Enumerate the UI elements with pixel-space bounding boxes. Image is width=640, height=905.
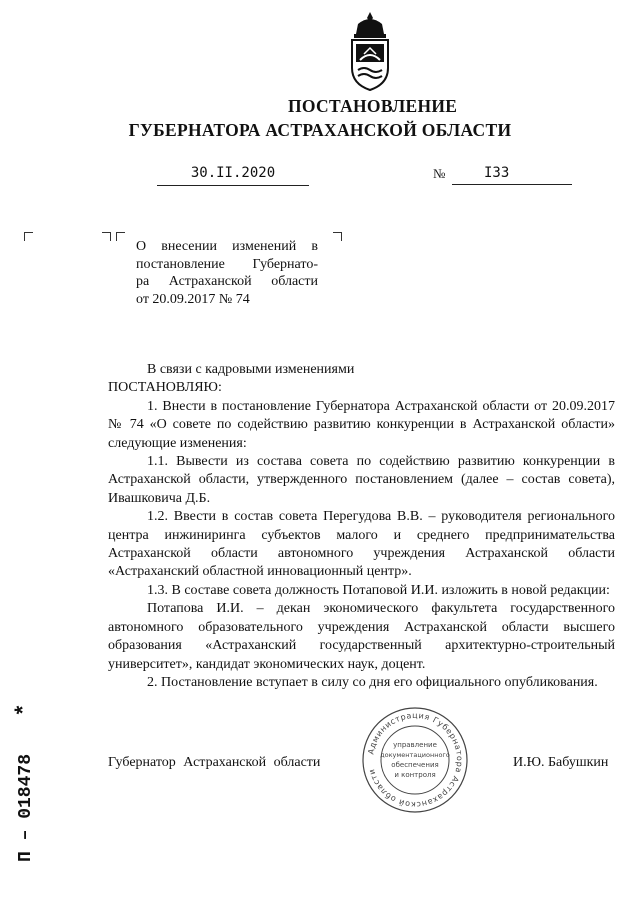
corner-mark	[116, 232, 125, 241]
document-date: 30.II.2020	[157, 165, 309, 186]
paragraph-1-3-text: Потапова И.И. – декан экономического факультета государственного автономного образовательного учреждения Астраханской области высшего образования «Астраханский государственный архитектурно-строительный университет», кандидат экономических наук, доцент.	[108, 601, 615, 672]
subject-line: ра Астраханской области	[136, 274, 318, 289]
svg-text:обеспечения: обеспечения	[391, 761, 439, 769]
paragraph-1-1: 1.1. Вывести из состава совета по содействию развитию конкуренции в Астраханской области, утвержденного постановлением (далее – состав совета), Ивашковича Д.Б.	[108, 454, 615, 506]
svg-text:документационного: документационного	[380, 751, 450, 759]
side-number-text: П – 018478	[16, 753, 36, 862]
document-title: ПОСТАНОВЛЕНИЕ	[288, 96, 458, 116]
signatory-name: И.Ю. Бабушкин	[513, 755, 609, 770]
corner-mark	[102, 232, 111, 241]
intro-paragraph: В связи с кадровыми изменениями	[147, 362, 355, 377]
document-subject	[136, 238, 318, 308]
registration-number	[6, 690, 36, 870]
paragraph-1-3: 1.3. В составе совета должность Потаповой И.И. изложить в новой редакции:	[147, 582, 610, 598]
document-body	[108, 361, 615, 692]
signatory-position: Губернатор Астраханской области	[108, 755, 321, 770]
svg-text:и контроля: и контроля	[394, 771, 436, 779]
subject-line: постановление Губернато-	[136, 256, 318, 272]
paragraph-1: 1. Внести в постановление Губернатора Астраханской области от 20.09.2017 № 74 «О совете по содействию развитию конкуренции в Астраханской области» следующие изменения:	[108, 398, 615, 451]
paragraph-2: 2. Постановление вступает в силу со дня его официального опубликования.	[147, 674, 598, 690]
coat-of-arms-emblem	[344, 10, 396, 92]
subject-line: О внесении изменений в	[136, 239, 318, 254]
number-sign: №	[433, 166, 446, 181]
document-number: I33	[452, 165, 572, 185]
corner-mark	[333, 232, 342, 241]
paragraph-1-2: 1.2. Ввести в состав совета Перегудова В.В. – руководителя регионального центра инжиниринга субъектов малого и среднего предпринимательства Астраханской области автономного учреждения Астраханской области «Астраханский областной инновационный центр».	[108, 509, 615, 580]
office-stamp	[360, 705, 470, 815]
svg-text:управление: управление	[393, 741, 437, 749]
subject-line: от 20.09.2017 № 74	[136, 291, 250, 307]
resolve-heading: ПОСТАНОВЛЯЮ:	[108, 380, 222, 396]
corner-mark	[24, 232, 33, 241]
side-mark: *	[10, 705, 35, 715]
document-issuer: ГУБЕРНАТОРА АСТРАХАНСКОЙ ОБЛАСТИ	[128, 120, 512, 140]
svg-text:Администрация Губернатора Астр: Администрация Губернатора Астраханской области	[366, 710, 465, 810]
